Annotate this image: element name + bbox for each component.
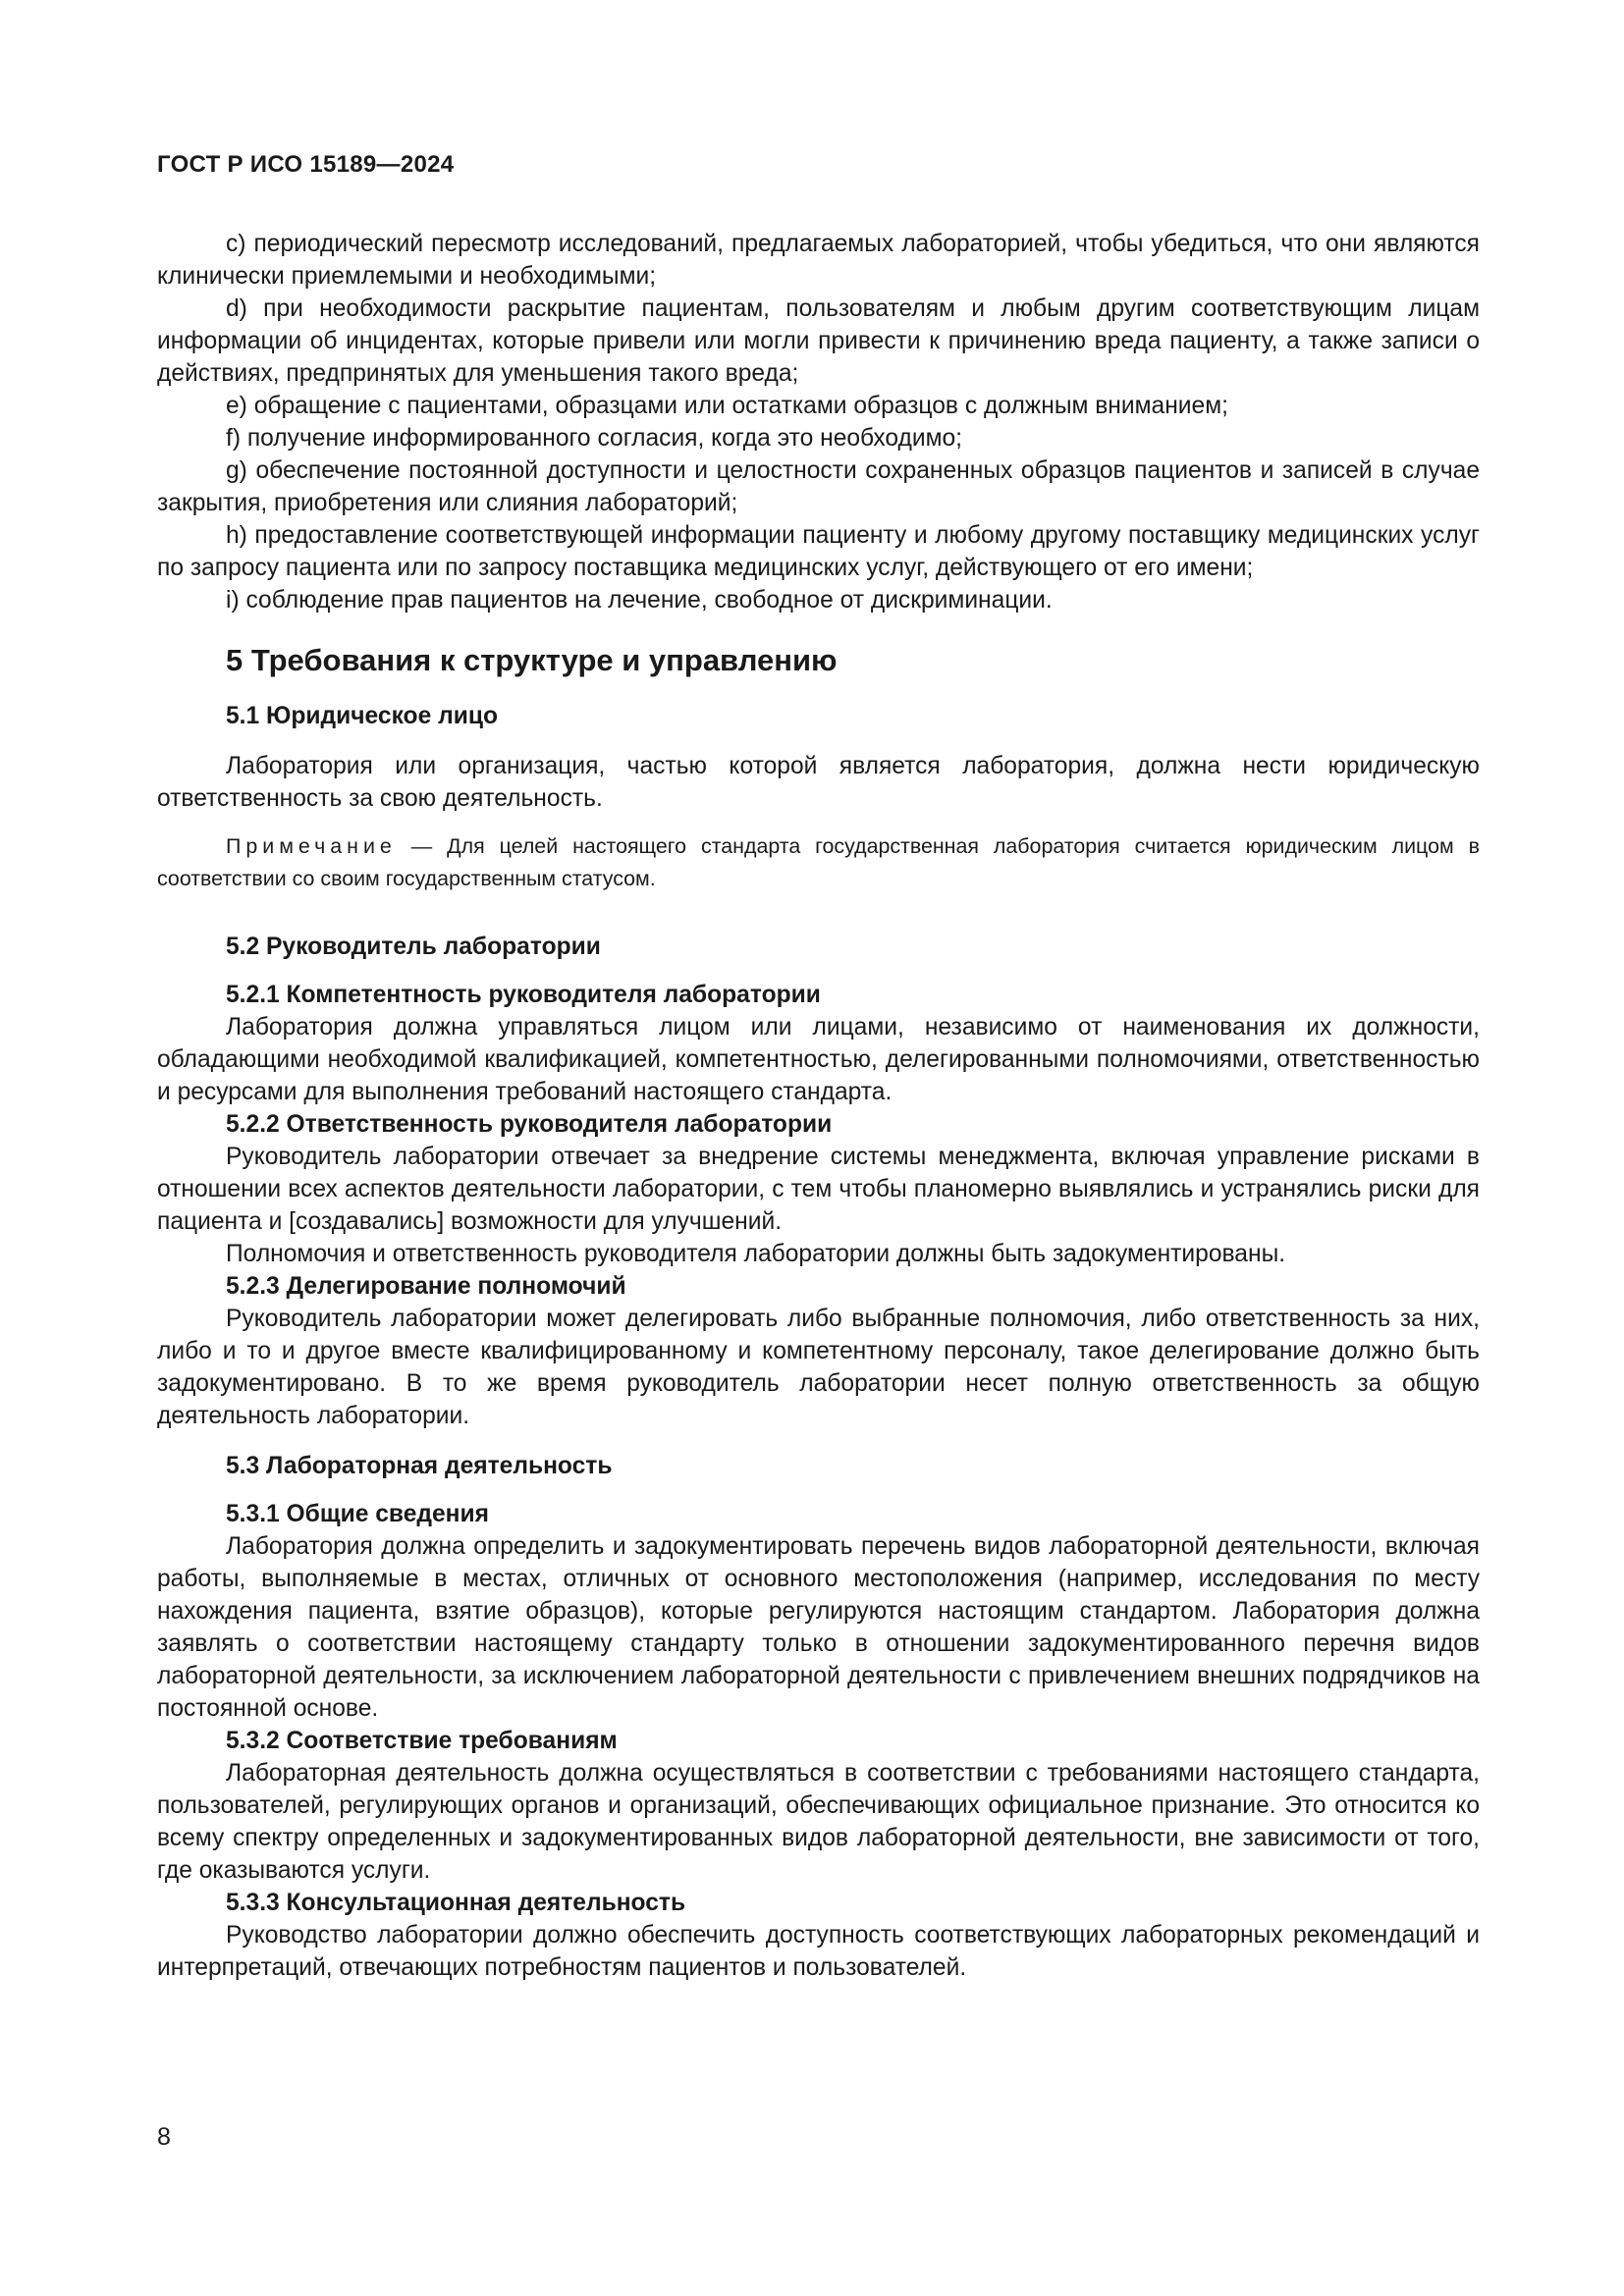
page-content: [157, 228, 1480, 1984]
section-5-2-heading: 5.2 Руководитель лаборатории: [226, 934, 601, 960]
list-item: i) соблюдение прав пациентов на лечение, свободное от дискриминации.: [226, 587, 1053, 614]
section-5-heading: 5 Требования к структуре и управлению: [226, 643, 838, 677]
page-number: 8: [157, 2123, 171, 2151]
section-5-3-heading: 5.3 Лабораторная деятельность: [226, 1453, 613, 1479]
list-item: e) обращение с пациентами, образцами или остатками образцов с должным вниманием;: [226, 393, 1228, 419]
section-5-3-3-heading: 5.3.3 Консультационная деятельность: [226, 1890, 686, 1916]
list-item: d) при необходимости раскрытие пациентам, пользователям и любым другим соответствующим лицам информации об инцидентах, которые привели или могли привести к причинению вреда пациенту, а также записи о действиях, предпринятых для уменьшения такого вреда;: [157, 295, 1480, 387]
section-5-3-3-text: Руководство лаборатории должно обеспечить доступность соответствующих лабораторных рекомендаций и интерпретаций, отвечающих потребностям пациентов и пользователей.: [157, 1922, 1480, 1981]
section-5-2-1-heading: 5.2.1 Компетентность руководителя лаборатории: [226, 982, 821, 1008]
section-5-1-text: Лаборатория или организация, частью которой является лаборатория, должна нести юридическую ответственность за свою деятельность.: [157, 753, 1480, 812]
document-header: ГОСТ Р ИСО 15189—2024: [157, 151, 455, 178]
section-5-2-2-text: Руководитель лаборатории отвечает за внедрение системы менеджмента, включая управление рисками в отношении всех аспектов деятельности лаборатории, с тем чтобы планомерно выявлялись и устранялись риски для пациента и [создавались] возможности для улучшений.: [157, 1144, 1480, 1235]
list-item: h) предоставление соответствующей информации пациенту и любому другому поставщику медицинских услуг по запросу пациента или по запросу поставщика медицинских услуг, действующего от его имени;: [157, 522, 1480, 581]
section-5-2-2-heading: 5.2.2 Ответственность руководителя лаборатории: [226, 1111, 833, 1138]
list-item: c) периодический пересмотр исследований, предлагаемых лабораторией, чтобы убедиться, что они являются клинически приемлемыми и необходимыми;: [157, 231, 1480, 290]
section-5-2-1-text: Лаборатория должна управляться лицом или лицами, независимо от наименования их должности, обладающими необходимой квалификацией, компетентностью, делегированными полномочиями, ответственностью и ресурсами для выполнения требований настоящего стандарта.: [157, 1014, 1480, 1105]
section-5-3-1-text: Лаборатория должна определить и задокументировать перечень видов лабораторной деятельности, включая работы, выполняемые в местах, отличных от основного местоположения (например, исследования по месту нахождения пациента, взятие образцов), которые регулируются настоящим стандартом. Лаборатория должна заявлять о соответствии настоящему стандарту только в отношении задокументированного перечня видов лабораторной деятельности, за исключением лабораторной деятельности с привлечением внешних подрядчиков на постоянной основе.: [157, 1533, 1480, 1722]
section-5-3-1-heading: 5.3.1 Общие сведения: [226, 1501, 489, 1527]
section-5-1-heading: 5.1 Юридическое лицо: [226, 703, 498, 729]
list-item: g) обеспечение постоянной доступности и целостности сохраненных образцов пациентов и записей в случае закрытия, приобретения или слияния лабораторий;: [157, 457, 1480, 516]
section-5-2-2-text-2: Полномочия и ответственность руководителя лаборатории должны быть задокументированы.: [226, 1241, 1286, 1267]
section-5-2-3-text: Руководитель лаборатории может делегировать либо выбранные полномочия, либо ответственность за них, либо и то и другое вместе квалифицированному и компетентному персоналу, такое делегирование должно быть задокументировано. В то же время руководитель лаборатории несет полную ответственность за общую деятельность лаборатории.: [157, 1306, 1480, 1429]
section-5-3-2-text: Лабораторная деятельность должна осуществляться в соответствии с требованиями настоящего стандарта, пользователей, регулирующих органов и организаций, обеспечивающих официальное признание. Это относится ко всему спектру определенных и задокументированных видов лабораторной деятельности, вне зависимости от того, где оказываются услуги.: [157, 1760, 1480, 1884]
section-5-3-2-heading: 5.3.2 Соответствие требованиям: [226, 1728, 618, 1754]
note-label: Примечание: [226, 834, 397, 858]
list-item: f) получение информированного согласия, когда это необходимо;: [226, 425, 962, 452]
section-5-2-3-heading: 5.2.3 Делегирование полномочий: [226, 1273, 626, 1300]
note: [157, 830, 1480, 895]
note-text: — Для целей настоящего стандарта государственная лаборатория считается юридическим лицом в соответствии со своим государственным статусом.: [157, 834, 1480, 890]
